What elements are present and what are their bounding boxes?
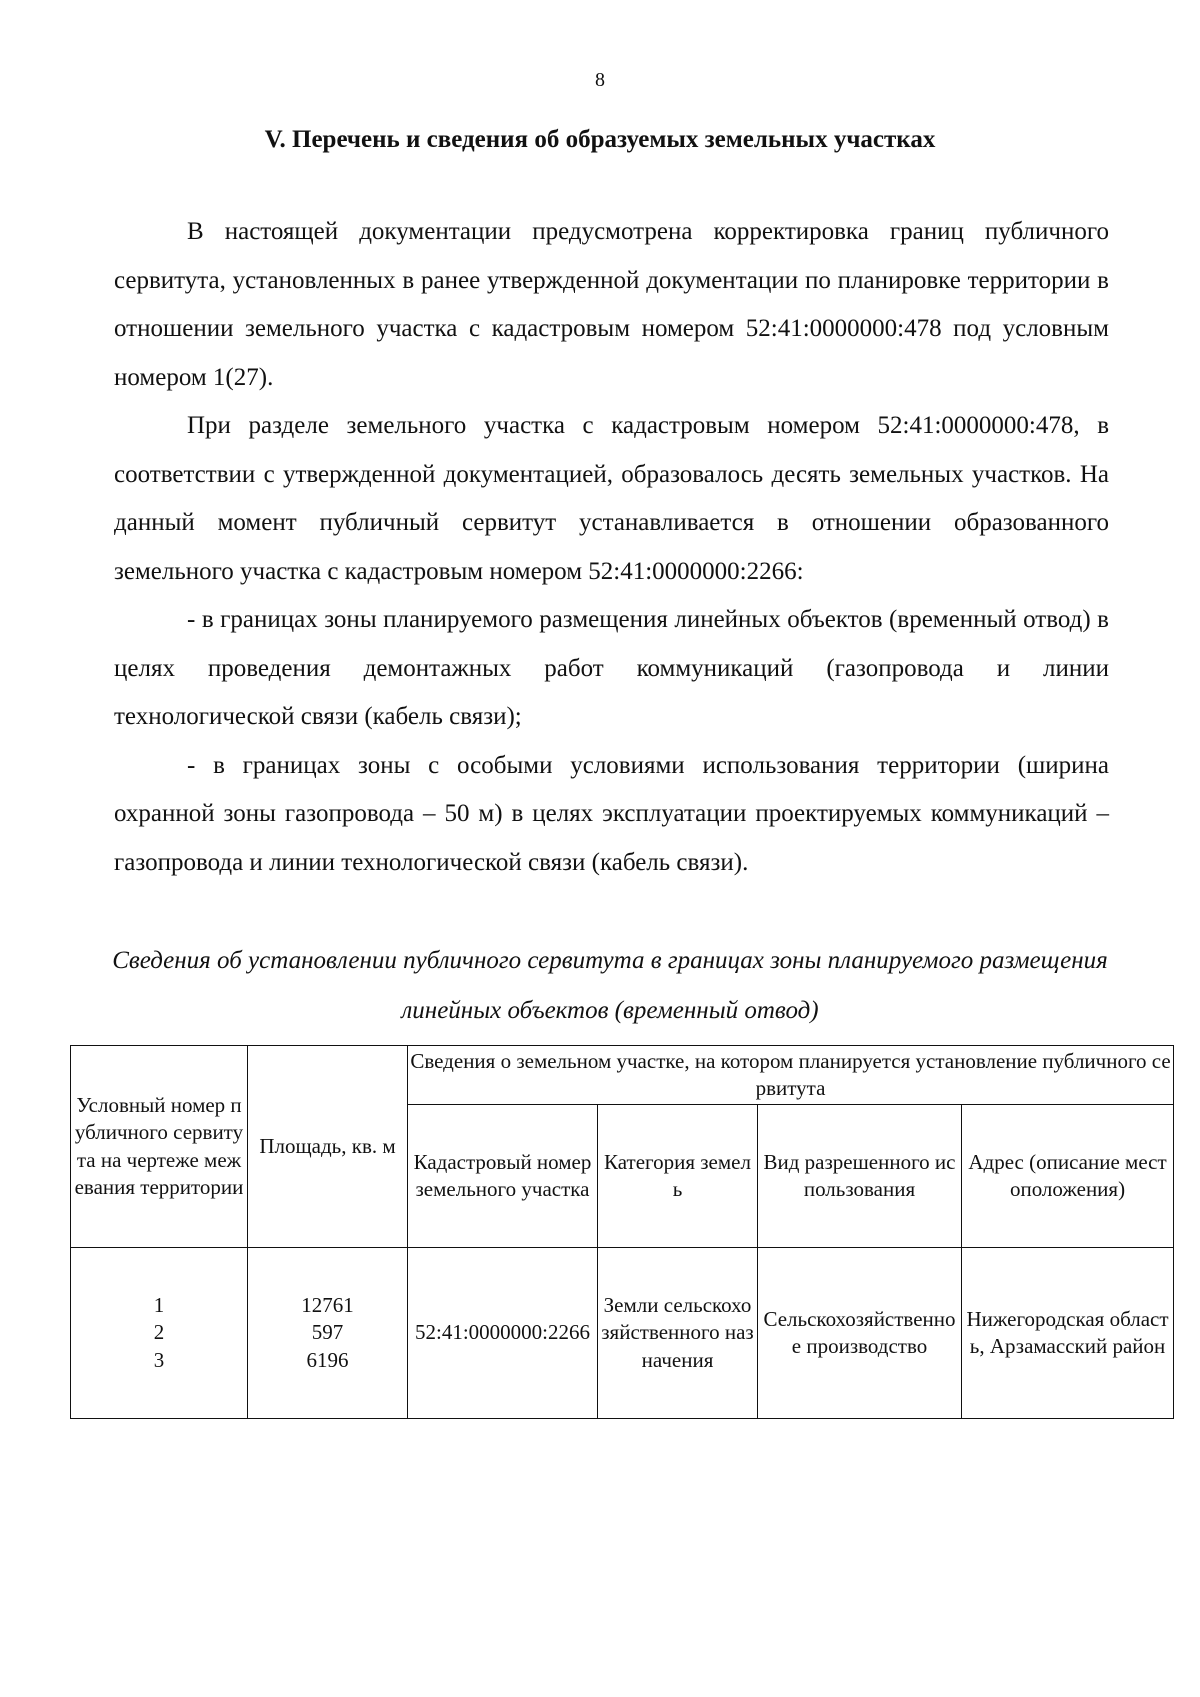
header-cadastral-number: Кадастровый номер земельного участка (408, 1105, 598, 1248)
page-number: 8 (595, 69, 605, 91)
section-title: V. Перечень и сведения об образуемых земельных участках (264, 126, 936, 153)
cell-servitude-numbers: 1 2 3 (71, 1248, 248, 1419)
cell-address: Нижегородская область, Арзамасский район (962, 1248, 1174, 1419)
cell-permitted-use: Сельскохозяйственное производство (758, 1248, 962, 1419)
paragraph: В настоящей документации предусмотрена корректировка границ публичного сервитута, установленных в ранее утвержденной документации по планировке территории в отношении земельного участка с кадастровым номером 52:41:0000000:478 под условным номером 1(27). (114, 218, 1109, 391)
body-text (114, 208, 1109, 887)
paragraph: - в границах зоны с особыми условиями использования территории (ширина охранной зоны газопровода – 50 м) в целях эксплуатации проектируемых коммуникаций – газопровода и линии технологической связи (кабель связи). (114, 751, 1109, 876)
cell-land-category: Земли сельскохозяйственного назначения (598, 1248, 758, 1419)
paragraph: - в границах зоны планируемого размещения линейных объектов (временный отвод) в целях проведения демонтажных работ коммуникаций (газопровода и линии технологической связи (кабель связи); (114, 606, 1109, 730)
cell-areas: 12761 597 6196 (248, 1248, 408, 1419)
table-row (71, 1248, 1174, 1419)
header-area: Площадь, кв. м (248, 1046, 408, 1248)
header-parcel-info: Сведения о земельном участке, на котором планируется установление публичного сервитута (408, 1046, 1174, 1105)
header-address: Адрес (описание местоположения) (962, 1105, 1174, 1248)
table-caption: Сведения об установлении публичного сервитута в границах зоны планируемого размещения линейных объектов (временный отвод) (112, 947, 1108, 1024)
paragraph: При разделе земельного участка с кадастровым номером 52:41:0000000:478, в соответствии с утвержденной документацией, образовалось десять земельных участков. На данный момент публичный сервитут устанавливается в отношении образованного земельного участка с кадастровым номером 52:41:0000000:2266: (114, 412, 1109, 585)
table-header-row (71, 1046, 1174, 1105)
servitude-table (70, 1045, 1174, 1419)
header-land-category: Категория земель (598, 1105, 758, 1248)
cell-cadastral-number: 52:41:0000000:2266 (408, 1248, 598, 1419)
header-servitude-number: Условный номер публичного сервитута на чертеже межевания территории (71, 1046, 248, 1248)
header-permitted-use: Вид разрешенного использования (758, 1105, 962, 1248)
